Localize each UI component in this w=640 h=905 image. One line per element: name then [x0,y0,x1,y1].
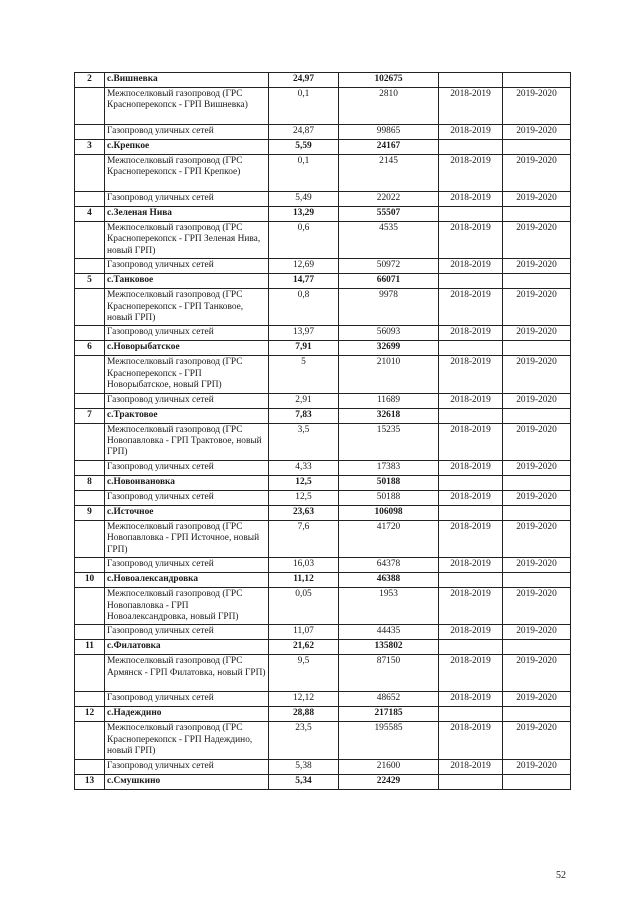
design-period-cell [439,707,503,722]
row-number-cell: 7 [75,408,105,423]
pipeline-name-cell: Газопровод уличных сетей [105,460,269,475]
pipeline-row [75,558,571,573]
cost-cell: 102675 [339,73,439,88]
length-cell: 0,1 [269,88,339,125]
design-period-cell [439,475,503,490]
cost-cell: 22429 [339,774,439,789]
design-period-cell [439,573,503,588]
design-period-cell: 2018-2019 [439,759,503,774]
cost-cell: 50188 [339,490,439,505]
build-period-cell [503,774,571,789]
pipeline-row [75,490,571,505]
cost-cell: 15235 [339,423,439,460]
row-number-cell [75,88,105,125]
row-number-cell: 8 [75,475,105,490]
row-number-cell [75,490,105,505]
build-period-cell: 2019-2020 [503,759,571,774]
row-number-cell [75,558,105,573]
row-number-cell [75,125,105,140]
cost-cell: 50972 [339,259,439,274]
length-cell: 7,91 [269,341,339,356]
row-number-cell: 9 [75,505,105,520]
length-cell: 5,38 [269,759,339,774]
pipeline-name-cell: Межпоселковый газопровод (ГРС Красноперекопск - ГРП Зеленая Нива, новый ГРП) [105,222,269,259]
design-period-cell: 2018-2019 [439,722,503,759]
design-period-cell [439,73,503,88]
cost-cell: 24167 [339,140,439,155]
length-cell: 11,07 [269,625,339,640]
length-cell: 5 [269,356,339,393]
pipeline-name-cell: Межпоселковый газопровод (ГРС Красноперекопск - ГРП Надеждино, новый ГРП) [105,722,269,759]
cost-cell: 32618 [339,408,439,423]
build-period-cell: 2019-2020 [503,722,571,759]
cost-cell: 2145 [339,155,439,192]
build-period-cell: 2019-2020 [503,393,571,408]
build-period-cell [503,640,571,655]
build-period-cell: 2019-2020 [503,423,571,460]
length-cell: 2,91 [269,393,339,408]
row-number-cell: 2 [75,73,105,88]
pipeline-row [75,460,571,475]
length-cell: 28,88 [269,707,339,722]
row-number-cell: 5 [75,274,105,289]
cost-cell: 2810 [339,88,439,125]
build-period-cell [503,207,571,222]
build-period-cell [503,475,571,490]
cost-cell: 21010 [339,356,439,393]
pipeline-name-cell: Межпоселковый газопровод (ГРС Красноперекопск - ГРП Новорыбатское, новый ГРП) [105,356,269,393]
row-number-cell [75,289,105,326]
pipeline-name-cell: Газопровод уличных сетей [105,393,269,408]
cost-cell: 46388 [339,573,439,588]
cost-cell: 195585 [339,722,439,759]
page-number: 52 [556,870,566,881]
row-number-cell [75,423,105,460]
design-period-cell [439,341,503,356]
cost-cell: 217185 [339,707,439,722]
design-period-cell: 2018-2019 [439,155,503,192]
cost-cell: 41720 [339,520,439,557]
row-number-cell [75,625,105,640]
village-row [75,505,571,520]
village-name-cell: с.Смушкино [105,774,269,789]
village-name-cell: с.Танковое [105,274,269,289]
build-period-cell [503,274,571,289]
cost-cell: 56093 [339,326,439,341]
pipeline-row [75,655,571,692]
pipeline-name-cell: Межпоселковый газопровод (ГРС Красноперекопск - ГРП Танковое, новый ГРП) [105,289,269,326]
length-cell: 9,5 [269,655,339,692]
length-cell: 12,5 [269,490,339,505]
design-period-cell [439,640,503,655]
village-name-cell: с.Надеждино [105,707,269,722]
length-cell: 0,05 [269,588,339,625]
length-cell: 5,49 [269,192,339,207]
cost-cell: 9978 [339,289,439,326]
pipeline-name-cell: Газопровод уличных сетей [105,259,269,274]
build-period-cell: 2019-2020 [503,88,571,125]
cost-cell: 21600 [339,759,439,774]
row-number-cell: 13 [75,774,105,789]
row-number-cell: 6 [75,341,105,356]
length-cell: 7,6 [269,520,339,557]
build-period-cell: 2019-2020 [503,692,571,707]
row-number-cell: 3 [75,140,105,155]
pipeline-row [75,423,571,460]
row-number-cell [75,588,105,625]
pipeline-row [75,192,571,207]
cost-cell: 44435 [339,625,439,640]
length-cell: 21,62 [269,640,339,655]
length-cell: 14,77 [269,274,339,289]
village-name-cell: с.Трактовое [105,408,269,423]
row-number-cell [75,655,105,692]
pipeline-name-cell: Межпоселковый газопровод (ГРС Армянск - ГРП Филатовка, новый ГРП) [105,655,269,692]
pipeline-name-cell: Межпоселковый газопровод (ГРС Новопавловка - ГРП Источное, новый ГРП) [105,520,269,557]
length-cell: 3,5 [269,423,339,460]
cost-cell: 135802 [339,640,439,655]
build-period-cell: 2019-2020 [503,625,571,640]
pipeline-name-cell: Межпоселковый газопровод (ГРС Красноперекопск - ГРП Вишневка) [105,88,269,125]
design-period-cell: 2018-2019 [439,423,503,460]
row-number-cell: 4 [75,207,105,222]
pipeline-row [75,88,571,125]
village-row [75,573,571,588]
village-name-cell: с.Зеленая Нива [105,207,269,222]
design-period-cell: 2018-2019 [439,692,503,707]
village-name-cell: с.Источное [105,505,269,520]
build-period-cell: 2019-2020 [503,490,571,505]
build-period-cell: 2019-2020 [503,192,571,207]
village-row [75,774,571,789]
pipeline-row [75,125,571,140]
length-cell: 23,5 [269,722,339,759]
design-period-cell: 2018-2019 [439,326,503,341]
design-period-cell: 2018-2019 [439,625,503,640]
row-number-cell [75,393,105,408]
village-row [75,341,571,356]
pipeline-name-cell: Газопровод уличных сетей [105,125,269,140]
row-number-cell [75,460,105,475]
row-number-cell [75,722,105,759]
design-period-cell: 2018-2019 [439,88,503,125]
build-period-cell [503,73,571,88]
design-period-cell [439,140,503,155]
pipeline-row [75,155,571,192]
pipeline-row [75,356,571,393]
build-period-cell [503,341,571,356]
village-row [75,707,571,722]
build-period-cell: 2019-2020 [503,655,571,692]
design-period-cell: 2018-2019 [439,558,503,573]
length-cell: 24,97 [269,73,339,88]
design-period-cell [439,408,503,423]
village-row [75,408,571,423]
length-cell: 12,5 [269,475,339,490]
cost-cell: 87150 [339,655,439,692]
design-period-cell: 2018-2019 [439,356,503,393]
row-number-cell [75,192,105,207]
row-number-cell [75,692,105,707]
build-period-cell: 2019-2020 [503,289,571,326]
village-name-cell: с.Новорыбатское [105,341,269,356]
cost-cell: 32699 [339,341,439,356]
pipeline-name-cell: Межпоселковый газопровод (ГРС Новопавловка - ГРП Трактовое, новый ГРП) [105,423,269,460]
village-name-cell: с.Новоивановка [105,475,269,490]
length-cell: 12,69 [269,259,339,274]
cost-cell: 64378 [339,558,439,573]
length-cell: 5,34 [269,774,339,789]
build-period-cell: 2019-2020 [503,222,571,259]
pipeline-name-cell: Газопровод уличных сетей [105,625,269,640]
village-row [75,640,571,655]
build-period-cell: 2019-2020 [503,460,571,475]
design-period-cell: 2018-2019 [439,393,503,408]
cost-cell: 11689 [339,393,439,408]
pipeline-row [75,625,571,640]
design-period-cell: 2018-2019 [439,588,503,625]
build-period-cell: 2019-2020 [503,326,571,341]
length-cell: 16,03 [269,558,339,573]
build-period-cell: 2019-2020 [503,155,571,192]
pipeline-name-cell: Межпоселковый газопровод (ГРС Новопавловка - ГРП Новоалександровка, новый ГРП) [105,588,269,625]
build-period-cell [503,140,571,155]
pipeline-name-cell: Межпоселковый газопровод (ГРС Красноперекопск - ГРП Крепкое) [105,155,269,192]
pipeline-row [75,326,571,341]
design-period-cell [439,207,503,222]
pipeline-row [75,692,571,707]
pipeline-name-cell: Газопровод уличных сетей [105,326,269,341]
build-period-cell: 2019-2020 [503,588,571,625]
row-number-cell [75,520,105,557]
design-period-cell: 2018-2019 [439,125,503,140]
village-name-cell: с.Крепкое [105,140,269,155]
row-number-cell [75,759,105,774]
pipeline-row [75,222,571,259]
pipeline-row [75,520,571,557]
row-number-cell [75,222,105,259]
design-period-cell [439,505,503,520]
cost-cell: 50188 [339,475,439,490]
length-cell: 11,12 [269,573,339,588]
pipeline-row [75,722,571,759]
build-period-cell: 2019-2020 [503,125,571,140]
gas-pipeline-table [74,72,571,790]
village-name-cell: с.Вишневка [105,73,269,88]
build-period-cell [503,408,571,423]
design-period-cell [439,774,503,789]
row-number-cell: 11 [75,640,105,655]
pipeline-row [75,289,571,326]
cost-cell: 22022 [339,192,439,207]
row-number-cell: 12 [75,707,105,722]
build-period-cell [503,707,571,722]
length-cell: 0,6 [269,222,339,259]
cost-cell: 106098 [339,505,439,520]
design-period-cell: 2018-2019 [439,222,503,259]
build-period-cell [503,505,571,520]
table-body [75,73,571,790]
length-cell: 0,1 [269,155,339,192]
pipeline-name-cell: Газопровод уличных сетей [105,558,269,573]
length-cell: 7,83 [269,408,339,423]
row-number-cell: 10 [75,573,105,588]
design-period-cell: 2018-2019 [439,259,503,274]
village-name-cell: с.Новоалександровка [105,573,269,588]
pipeline-name-cell: Газопровод уличных сетей [105,759,269,774]
length-cell: 13,29 [269,207,339,222]
design-period-cell: 2018-2019 [439,289,503,326]
cost-cell: 1953 [339,588,439,625]
length-cell: 24,87 [269,125,339,140]
design-period-cell: 2018-2019 [439,460,503,475]
village-name-cell: с.Филатовка [105,640,269,655]
build-period-cell [503,573,571,588]
design-period-cell [439,274,503,289]
build-period-cell: 2019-2020 [503,356,571,393]
pipeline-row [75,759,571,774]
cost-cell: 55507 [339,207,439,222]
length-cell: 5,59 [269,140,339,155]
pipeline-name-cell: Газопровод уличных сетей [105,692,269,707]
length-cell: 23,63 [269,505,339,520]
length-cell: 12,12 [269,692,339,707]
village-row [75,207,571,222]
cost-cell: 66071 [339,274,439,289]
pipeline-row [75,259,571,274]
length-cell: 4,33 [269,460,339,475]
design-period-cell: 2018-2019 [439,192,503,207]
village-row [75,475,571,490]
build-period-cell: 2019-2020 [503,259,571,274]
pipeline-name-cell: Газопровод уличных сетей [105,192,269,207]
pipeline-name-cell: Газопровод уличных сетей [105,490,269,505]
design-period-cell: 2018-2019 [439,490,503,505]
row-number-cell [75,155,105,192]
build-period-cell: 2019-2020 [503,520,571,557]
length-cell: 13,97 [269,326,339,341]
cost-cell: 48652 [339,692,439,707]
design-period-cell: 2018-2019 [439,655,503,692]
design-period-cell: 2018-2019 [439,520,503,557]
village-row [75,73,571,88]
pipeline-row [75,588,571,625]
row-number-cell [75,326,105,341]
village-row [75,140,571,155]
pipeline-row [75,393,571,408]
cost-cell: 99865 [339,125,439,140]
row-number-cell [75,356,105,393]
cost-cell: 4535 [339,222,439,259]
build-period-cell: 2019-2020 [503,558,571,573]
cost-cell: 17383 [339,460,439,475]
row-number-cell [75,259,105,274]
village-row [75,274,571,289]
length-cell: 0,8 [269,289,339,326]
